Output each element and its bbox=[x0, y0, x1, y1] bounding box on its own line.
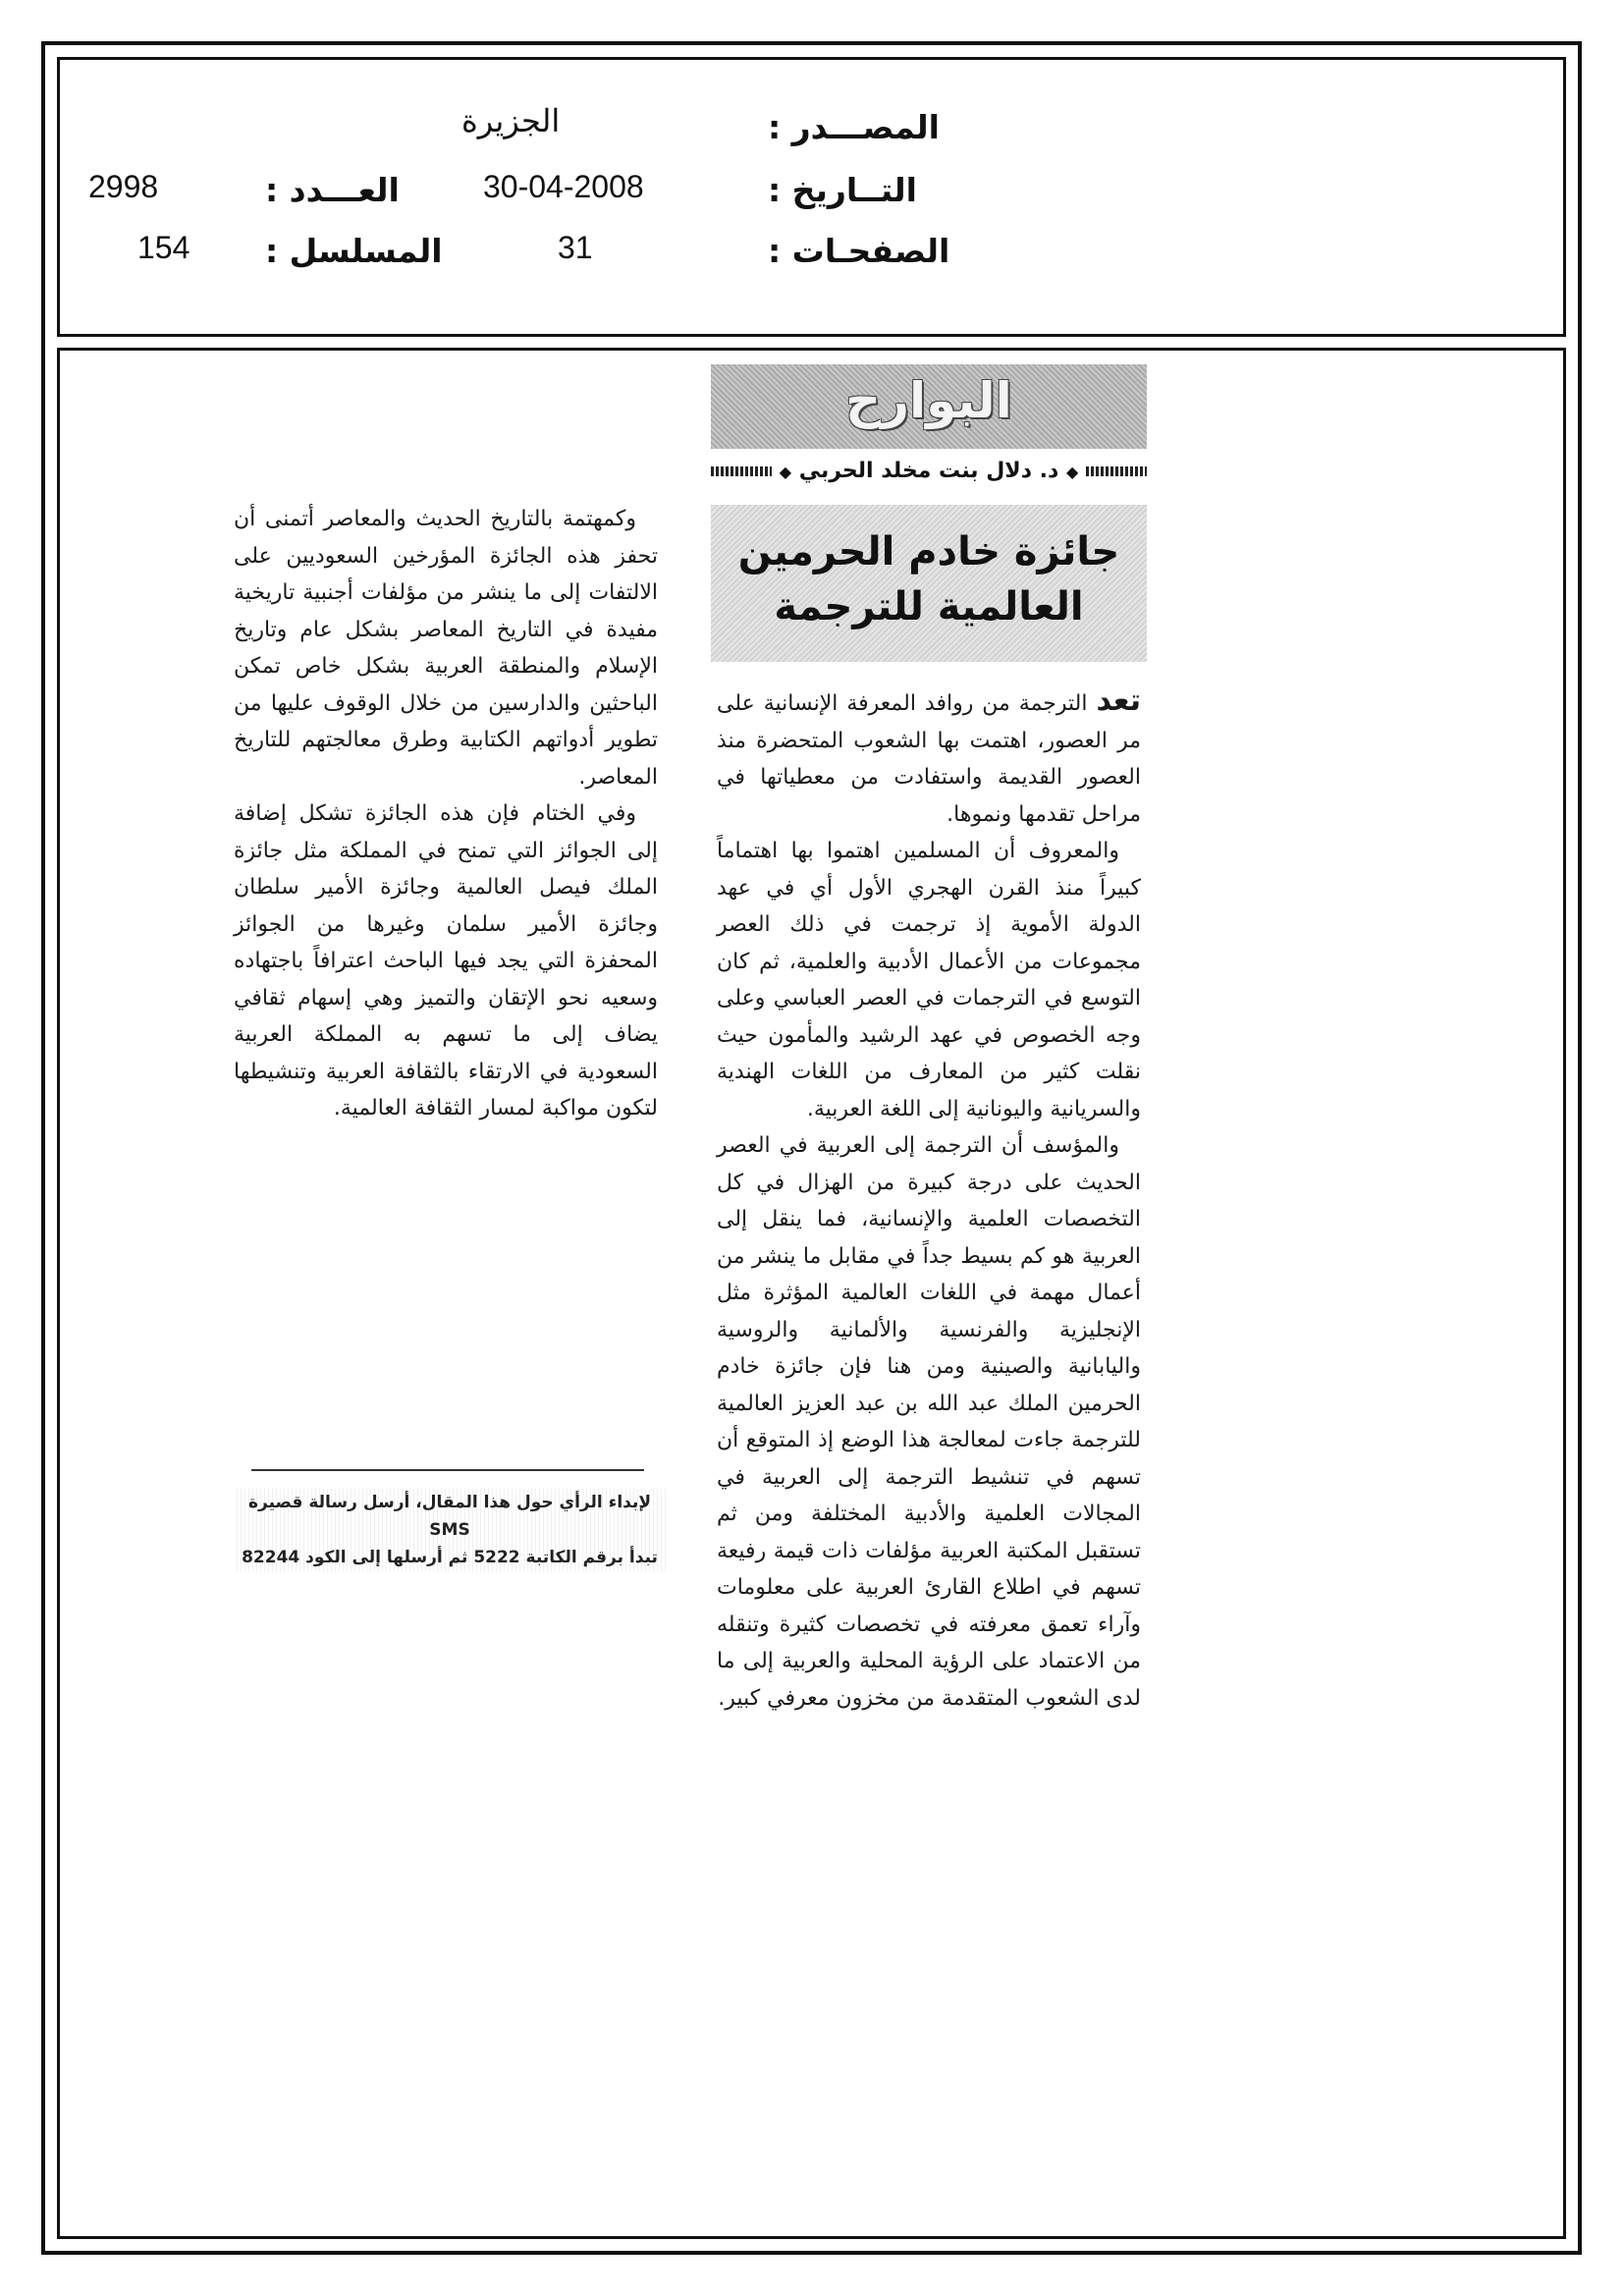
diamond-icon: ◆ bbox=[1065, 463, 1079, 481]
divider bbox=[251, 1469, 644, 1471]
title-line-1: جائزة خادم الحرمين bbox=[737, 529, 1120, 574]
sms-line-2: تبدأ برقم الكاتبة 5222 ثم أرسلها إلى الكود 82244 bbox=[242, 1548, 658, 1567]
paragraph: والمعروف أن المسلمين اهتموا بها اهتماماً كبيراً منذ القرن الهجري الأول أي في عهد الدولة الأموية إذ ترجمت في ذلك العصر مجموعات من الأعمال الأدبية والعلمية، ثم كان التوسع في الترجمات في العصر العباسي وعلى وجه الخصوص في عهد الرشيد والمأمون حيث نقلت كثير من المعارف من اللغات الهندية والسريانية واليونانية إلى اللغة العربية. bbox=[717, 839, 1141, 1121]
author-name: د. دلال بنت مخلد الحربي bbox=[798, 459, 1059, 483]
serial-value: 154 bbox=[137, 230, 190, 265]
article-title bbox=[711, 505, 1147, 662]
date-value: 30-04-2008 bbox=[483, 169, 644, 204]
sms-line-1: لإبداء الرأي حول هذا المقال، أرسل رسالة قصيرة SMS bbox=[247, 1493, 652, 1540]
paragraph: والمؤسف أن الترجمة إلى العربية في العصر الحديث على درجة كبيرة من الهزال في كل التخصصات العلمية والإنسانية، فما ينقل إلى العربية هو كم بسيط جداً في مقابل ما ينشر من أعمال مهمة في اللغات العالمية المؤثرة مثل الإنجليزية والفرنسية والألمانية والروسية واليابانية والصينية ومن هنا فإن جائزة خادم الحرمين الملك عبد الله بن عبد العزيز العالمية للترجمة جاءت لمعالجة هذا الوضع إذ المتوقع أن تسهم في تنشيط الترجمة إلى العربية في المجالات العلمية والأدبية المختلفة ومن ثم تستقبل المكتبة العربية مؤلفات ذات قيمة رفيعة تسهم في اطلاع القارئ العربية على معلومات وآراء تعمق معرفته في تخصصات كثيرة وتنقله من الاعتماد على الرؤية المحلية والعربية إلى ما لدى الشعوب المتقدمة من مخزون معرفي كبير. bbox=[717, 1133, 1141, 1711]
article-left-column bbox=[234, 501, 658, 1127]
byline-ornament-right bbox=[1086, 466, 1147, 476]
sms-note bbox=[234, 1489, 666, 1571]
article-right-column bbox=[717, 683, 1141, 1717]
source-label: المصـــدر : bbox=[768, 108, 940, 146]
pages-label: الصفحـات : bbox=[768, 232, 950, 270]
issue-label: العـــدد : bbox=[265, 171, 400, 209]
paragraph: وفي الختام فإن هذه الجائزة تشكل إضافة إلى الجوائز التي تمنح في المملكة مثل جائزة الملك فيصل العالمية وجائزة الأمير سلطان وجائزة الأمير سلمان وغيرها من الجوائز المحفزة التي يجد فيها الباحث اعترافاً باجتهاده وسعيه نحو الإتقان والتميز وهي إسهام ثقافي يضاف إلى ما تسهم به المملكة العربية السعودية في الارتقاء بالثقافة العربية وتنشيطها لتكون مواكبة لمسار الثقافة العالمية. bbox=[234, 801, 658, 1121]
pages-value: 31 bbox=[558, 230, 593, 265]
paragraph: الترجمة من روافد المعرفة الإنسانية على مر العصور، اهتمت بها الشعوب المتحضرة منذ العصور القديمة واستفادت من معطياتها في مراحل تقدمها ونموها. bbox=[717, 691, 1141, 827]
lead-word: تعد bbox=[1096, 683, 1141, 718]
date-label: التــاريخ : bbox=[768, 171, 917, 209]
serial-label: المسلسل : bbox=[265, 232, 443, 270]
issue-value: 2998 bbox=[88, 169, 159, 204]
column-name: البوارح bbox=[845, 372, 1012, 429]
paragraph: وكمهتمة بالتاريخ الحديث والمعاصر أتمنى أن تحفز هذه الجائزة المؤرخين السعوديين على الالتفات إلى ما ينشر من مؤلفات أجنبية تاريخية مفيدة في التاريخ المعاصر بشكل عام وتاريخ الإسلام والمنطقة العربية بشكل خاص تمكن الباحثين والدارسين من خلال الوقوف عليها من تطوير أدواتهم الكتابية وطرق معالجتهم للتاريخ المعاصر. bbox=[234, 507, 658, 790]
column-banner bbox=[711, 364, 1147, 449]
title-line-2: العالمية للترجمة bbox=[774, 584, 1084, 629]
byline bbox=[711, 459, 1147, 492]
diamond-icon: ◆ bbox=[779, 463, 792, 481]
byline-ornament-left bbox=[711, 466, 772, 476]
source-value: الجزيرة bbox=[461, 103, 561, 138]
